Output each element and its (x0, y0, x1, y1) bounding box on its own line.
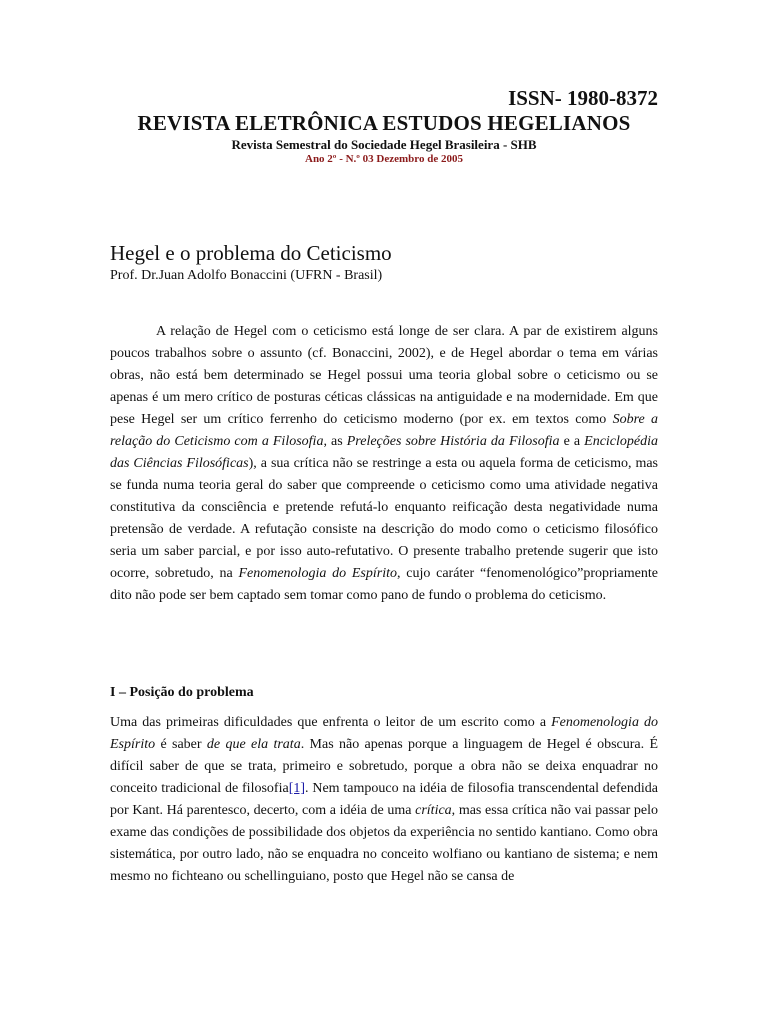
italic-title: Sobre a relação do Ceticismo com a Filosofia (110, 412, 658, 449)
section-heading: I – Posição do problema (110, 685, 254, 700)
text-run: . Mas não apenas porque a linguagem de Hegel é obscura. É difícil saber de que se trata, primeiro e sobretudo, porque a obra não se deixa enquadrar no conceito tradicional de filosofia (110, 737, 658, 796)
italic-title: Enciclopédia das Ciências Filosóficas (110, 434, 659, 471)
text-run: é saber (155, 737, 207, 752)
text-run: . Nem tampouco na idéia de filosofia transcendental defendida por Kant. Há parentesco, decerto, com a idéia de uma (110, 781, 658, 818)
italic-title: Preleções sobre História da Filosofia (346, 434, 560, 449)
issue-info: Ano 2º - N.º 03 Dezembro de 2005 (305, 153, 463, 165)
issn-number: ISSN- 1980-8372 (508, 86, 658, 110)
article-title: Hegel e o problema do Ceticismo (110, 241, 392, 265)
text-run: , as (323, 434, 347, 449)
text-run: , mas essa crítica não vai passar pelo exame das condições de possibilidade dos objetos da experiência no sentido kantiano. Como obra sistemática, por outro lado, não se enquadra no conceito wolfiano ou kantiano de sistema; e nem mesmo no fichteano ou schellinguiano, posto que Hegel não se cansa de (110, 803, 658, 884)
footnote-link[interactable]: [1] (288, 781, 306, 796)
italic-phrase: de que ela trata (206, 737, 301, 752)
italic-title: Fenomenologia do Espírito (110, 715, 658, 752)
text-run: A relação de Hegel com o ceticismo está longe de ser clara. A par de existirem alguns poucos trabalhos sobre o assunto (cf. Bonaccini, 2002), e de Hegel abordar o tema em várias obras, não está bem determinado se Hegel possui uma teoria global sobre o ceticismo ou se apenas é um mero crítico de posturas céticas clássicas na antiguidade e na modernidade. Em que pese Hegel ser um crítico ferrenho do ceticismo moderno (por ex. em textos como (110, 324, 658, 427)
paragraph-intro (110, 321, 658, 607)
text-run: ), a sua crítica não se restringe a esta ou aquela forma de ceticismo, mas se funda numa teoria geral do saber que compreende o ceticismo como uma atividade negativa constitutiva da consciência e pretende refutá-lo enquanto reificação desta negatividade numa pretensão de verdade. A refutação consiste na descrição do modo como o ceticismo filosófico seria um saber parcial, e por isso auto-refutativo. O presente trabalho pretende sugerir que isto ocorre, sobretudo, na (110, 456, 659, 581)
article-author: Prof. Dr.Juan Adolfo Bonaccini (UFRN - Brasil) (110, 268, 383, 283)
text-run: Uma das primeiras dificuldades que enfrenta o leitor de um escrito como a (110, 715, 552, 730)
journal-subtitle: Revista Semestral do Sociedade Hegel Brasileira - SHB (231, 137, 537, 152)
italic-word: crítica (415, 803, 452, 818)
paragraph-section1 (110, 712, 658, 888)
text-run: , cujo caráter “fenomenológico”propriamente dito não pode ser bem captado sem tomar como pano de fundo o problema do ceticismo. (110, 566, 658, 603)
italic-title: Fenomenologia do Espírito (238, 566, 397, 581)
journal-title: REVISTA ELETRÔNICA ESTUDOS HEGELIANOS (137, 111, 631, 135)
text-run: e a (559, 434, 585, 449)
